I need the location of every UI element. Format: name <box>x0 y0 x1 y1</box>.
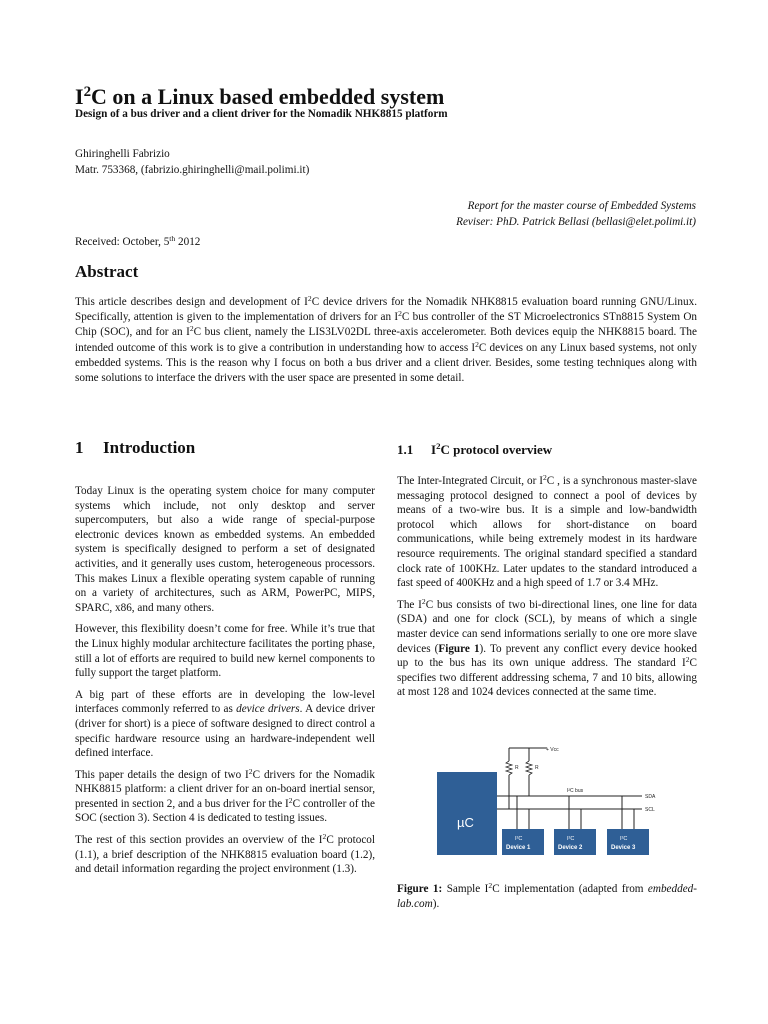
device-box <box>607 829 649 855</box>
paragraph: The Inter-Integrated Circuit, or $I^2C$ , is a synchronous master-slave messaging protocol designed to connect a pool of devices by means of a two-wire bus. It is a simple and low-bandwidth protocol which allows for short-distance on board communications, while being extremely modest in its hardware resource requirements. The original standard specified a standard clock rate of 100KHz. Later updates to the standard introduced a fast speed of 400KHz and a high speed of 1.7 or 3.4 MHz. <box>397 472 697 590</box>
resistor-symbol <box>526 761 532 775</box>
device-prefix-label: I²C <box>515 836 523 842</box>
device-box <box>554 829 596 855</box>
paragraph: The rest of this section provides an overview of the $I^2C$ protocol (1.1), a brief description of the NHK8815 evaluation board (1.2), and detail information regarding the project environment (1.3). <box>75 831 375 876</box>
device-label: Device 2 <box>558 845 583 851</box>
abstract-heading: Abstract <box>75 262 139 281</box>
microcontroller-label: µC <box>457 815 474 830</box>
left-column <box>75 484 375 884</box>
abstract-text: This article describes design and development of $I^2C$ device drivers for the Nomadik NHK8815 evaluation board running GNU/Linux. Specifically, attention is given to the implementation of drivers for an $I^2C$ bus controller of the ST Microelectronics STn8815 System On Chip (SOC), and for an $I^2C$ bus client, namely the LIS3LV02DL three-axis accelerometer. Both devices equip the NHK8815 board. The intended outcome of this work is to give a contribution in understanding how to access $I^2C$ devices on any Linux based systems, not only embedded systems. This is the reason why I focus on both a bus driver and a client driver. Besides, some testing techniques along with some solutions to interface the drivers with the user space are presented in some detail. <box>75 293 697 385</box>
resistor-label: R <box>515 765 519 771</box>
resistor-symbol <box>506 761 512 775</box>
report-course: Report for the master course of Embedded Systems <box>467 200 696 212</box>
microcontroller-box <box>437 772 497 855</box>
resistor-label: R <box>535 765 539 771</box>
i2c-diagram <box>437 741 671 859</box>
device-label: Device 1 <box>506 845 531 851</box>
report-reviser: Reviser: PhD. Patrick Bellasi (bellasi@elet.polimi.it) <box>456 216 696 228</box>
device-label: Device 3 <box>611 845 636 851</box>
paragraph: However, this flexibility doesn’t come for free. While it’s true that the Linux highly modular architecture facilitates the porting phase, still a lot of efforts are required to build new kernel components to fully support the target platform. <box>75 623 375 680</box>
subsection-heading-protocol-overview: 1.1 $I^2C$ protocol overview <box>397 441 553 457</box>
paragraph: A big part of these efforts are in developing the low-level interfaces commonly referred to as device drivers. A device driver (driver for short) is a piece of software designed to direct control a specific hardware resource using an hardware-independent well defined interface. <box>75 688 375 760</box>
author-matr: Matr. 753368, (fabrizio.ghiringhelli@mail.polimi.it) <box>75 164 310 176</box>
device-prefix-label: I²C <box>620 836 628 842</box>
paragraph: The $I^2C$ bus consists of two bi-directional lines, one line for data (SDA) and one for clock (SCL), by means of which a single master device can send informations serially to one ore more slave devices (Figure 1). To prevent any conflict every device hooked up to the bus has its own unique address. The standard $I^2C$ specifies two different addressing schema, 7 and 10 bits, allowing at most 128 and 1024 devices connected at the same time. <box>397 596 697 699</box>
paragraph: Today Linux is the operating system choice for many computer systems which include, not only desktop and server supercomputers, but also a wide range of special-purpose electronic devices known as embedded systems. An embedded system is specifically designed to perform a set of designated activities, and it generally uses custom, heterogeneous processors. This makes Linux a flexible operating system capable of running on a variety of architectures, such as ARM, PowerPC, MIPS, SPARC, x86, and many others. <box>75 485 375 614</box>
section-heading-introduction: 1 Introduction <box>75 438 196 457</box>
received-date: Received: October, 5th 2012 <box>75 233 201 248</box>
right-column <box>397 474 697 707</box>
paragraph: This paper details the design of two $I^2C$ drivers for the Nomadik NHK8815 platform: a client driver for an on-board inertial sensor, presented in section 2, and a bus driver for the $I^2C$ controller of the SOC (section 3). Section 4 is dedicated to testing issues. <box>75 766 375 825</box>
report-block <box>456 198 696 230</box>
vcc-label: + Vcc <box>546 747 559 753</box>
paper-title: $I^2C$ on a Linux based embedded system <box>75 83 445 109</box>
paper-subtitle: Design of a bus driver and a client driver for the Nomadik NHK8815 platform <box>75 108 448 120</box>
device-box <box>502 829 544 855</box>
author-name: Ghiringhelli Fabrizio <box>75 148 170 160</box>
device-prefix-label: I²C <box>567 836 575 842</box>
bus-label: I²C bus <box>567 788 584 794</box>
figure-caption: Figure 1: Sample $I^2C$ implementation (adapted from embedded-lab.com). <box>397 880 697 910</box>
scl-label: SCL <box>645 807 655 813</box>
author-block <box>75 146 309 178</box>
sda-label: SDA <box>645 794 656 800</box>
